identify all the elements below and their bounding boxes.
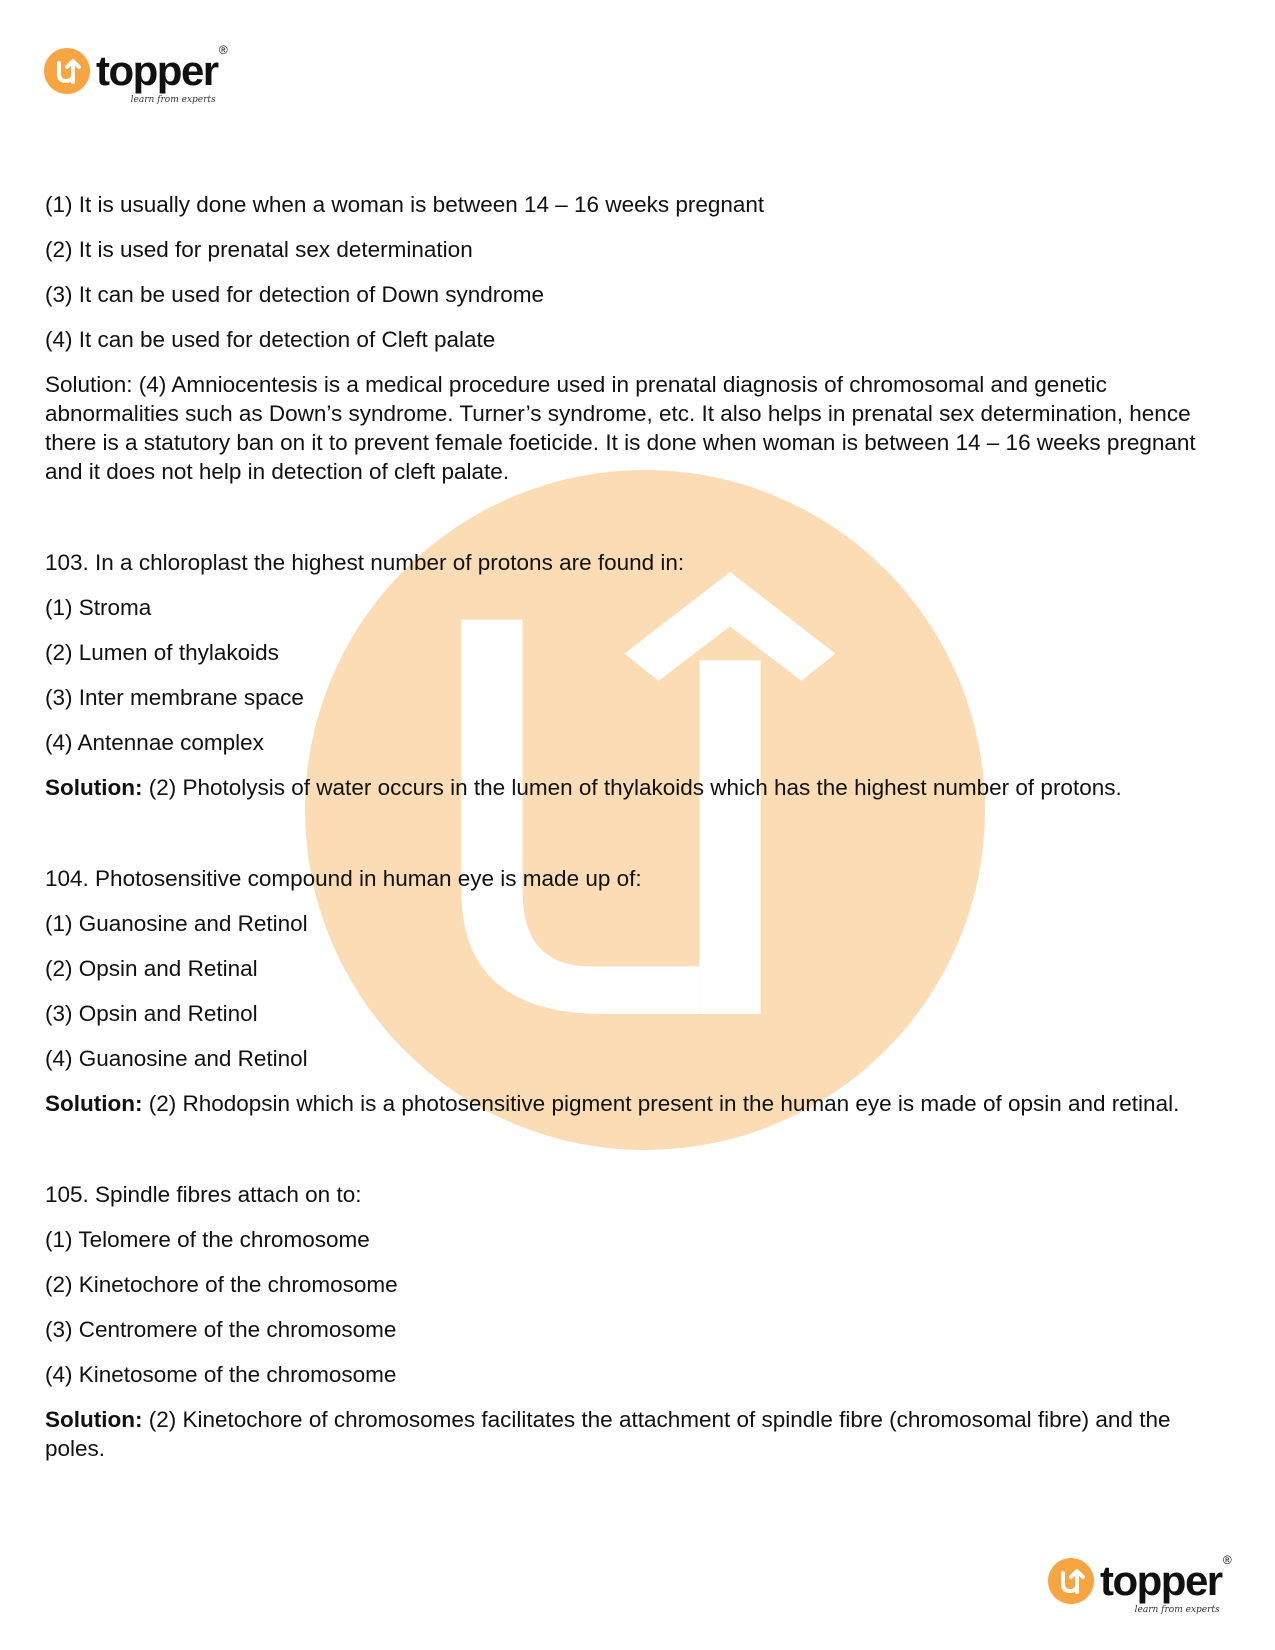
question-text: 103. In a chloroplast the highest number of protons are found in:	[45, 550, 685, 575]
solution-text: (2) Rhodopsin which is a photosensitive pigment present in the human eye is made of opsin and retinal.	[142, 1091, 1180, 1116]
option: (3) Centromere of the chromosome	[45, 1317, 397, 1342]
previous-question-options	[45, 190, 1215, 354]
logo-u-icon	[1048, 1558, 1094, 1604]
option: (3) It can be used for detection of Down syndrome	[45, 282, 545, 307]
solution-label: Solution:	[45, 1407, 143, 1432]
solution-text: (2) Photolysis of water occurs in the lumen of thylakoids which has the highest number of protons.	[142, 775, 1122, 800]
previous-solution: Solution: (4) Amniocentesis is a medical procedure used in prenatal diagnosis of chromosomal and genetic abnormalities such as Down’s syndrome. Turner’s syndrome, etc. It also helps in prenatal sex determination, hence there is a statutory ban on it to prevent female foeticide. It is done when woman is between 14 – 16 weeks pregnant and it does not help in detection of cleft palate.	[45, 372, 1196, 484]
brand-logo-top	[44, 43, 228, 105]
option: (3) Inter membrane space	[45, 685, 304, 710]
option: (4) Kinetosome of the chromosome	[45, 1362, 397, 1387]
solution-label: Solution:	[45, 775, 143, 800]
logo-wordmark: topper	[96, 47, 218, 94]
solution	[45, 773, 1215, 802]
option: (4) Guanosine and Retinol	[45, 1046, 308, 1071]
question-block-105	[45, 1180, 1215, 1463]
option: (1) It is usually done when a woman is between 14 – 16 weeks pregnant	[45, 192, 765, 217]
solution	[45, 1089, 1215, 1118]
question-text: 105. Spindle fibres attach on to:	[45, 1182, 362, 1207]
option: (2) Lumen of thylakoids	[45, 640, 279, 665]
solution-text: (2) Kinetochore of chromosomes facilitates the attachment of spindle fibre (chromosomal fibre) and the poles.	[45, 1407, 1171, 1461]
brand-logo-bottom	[1048, 1553, 1232, 1615]
logo-u-icon	[44, 48, 90, 94]
option: (3) Opsin and Retinol	[45, 1001, 258, 1026]
question-block-104	[45, 864, 1215, 1118]
registered-mark: ®	[1222, 1553, 1232, 1567]
question-text: 104. Photosensitive compound in human eye is made up of:	[45, 866, 642, 891]
solution-label: Solution:	[45, 1091, 143, 1116]
option: (1) Guanosine and Retinol	[45, 911, 308, 936]
logo-wordmark: topper	[1100, 1557, 1222, 1604]
option: (2) Kinetochore of the chromosome	[45, 1272, 398, 1297]
option: (1) Telomere of the chromosome	[45, 1227, 370, 1252]
registered-mark: ®	[218, 43, 228, 57]
option: (1) Stroma	[45, 595, 152, 620]
option: (2) It is used for prenatal sex determination	[45, 237, 473, 262]
question-block-103	[45, 548, 1215, 802]
option: (2) Opsin and Retinal	[45, 956, 258, 981]
logo-tagline: learn from experts	[1134, 1605, 1220, 1615]
solution	[45, 1405, 1215, 1463]
option: (4) Antennae complex	[45, 730, 264, 755]
option: (4) It can be used for detection of Cleft palate	[45, 327, 496, 352]
logo-tagline: learn from experts	[130, 95, 216, 105]
document-body	[45, 190, 1215, 1479]
